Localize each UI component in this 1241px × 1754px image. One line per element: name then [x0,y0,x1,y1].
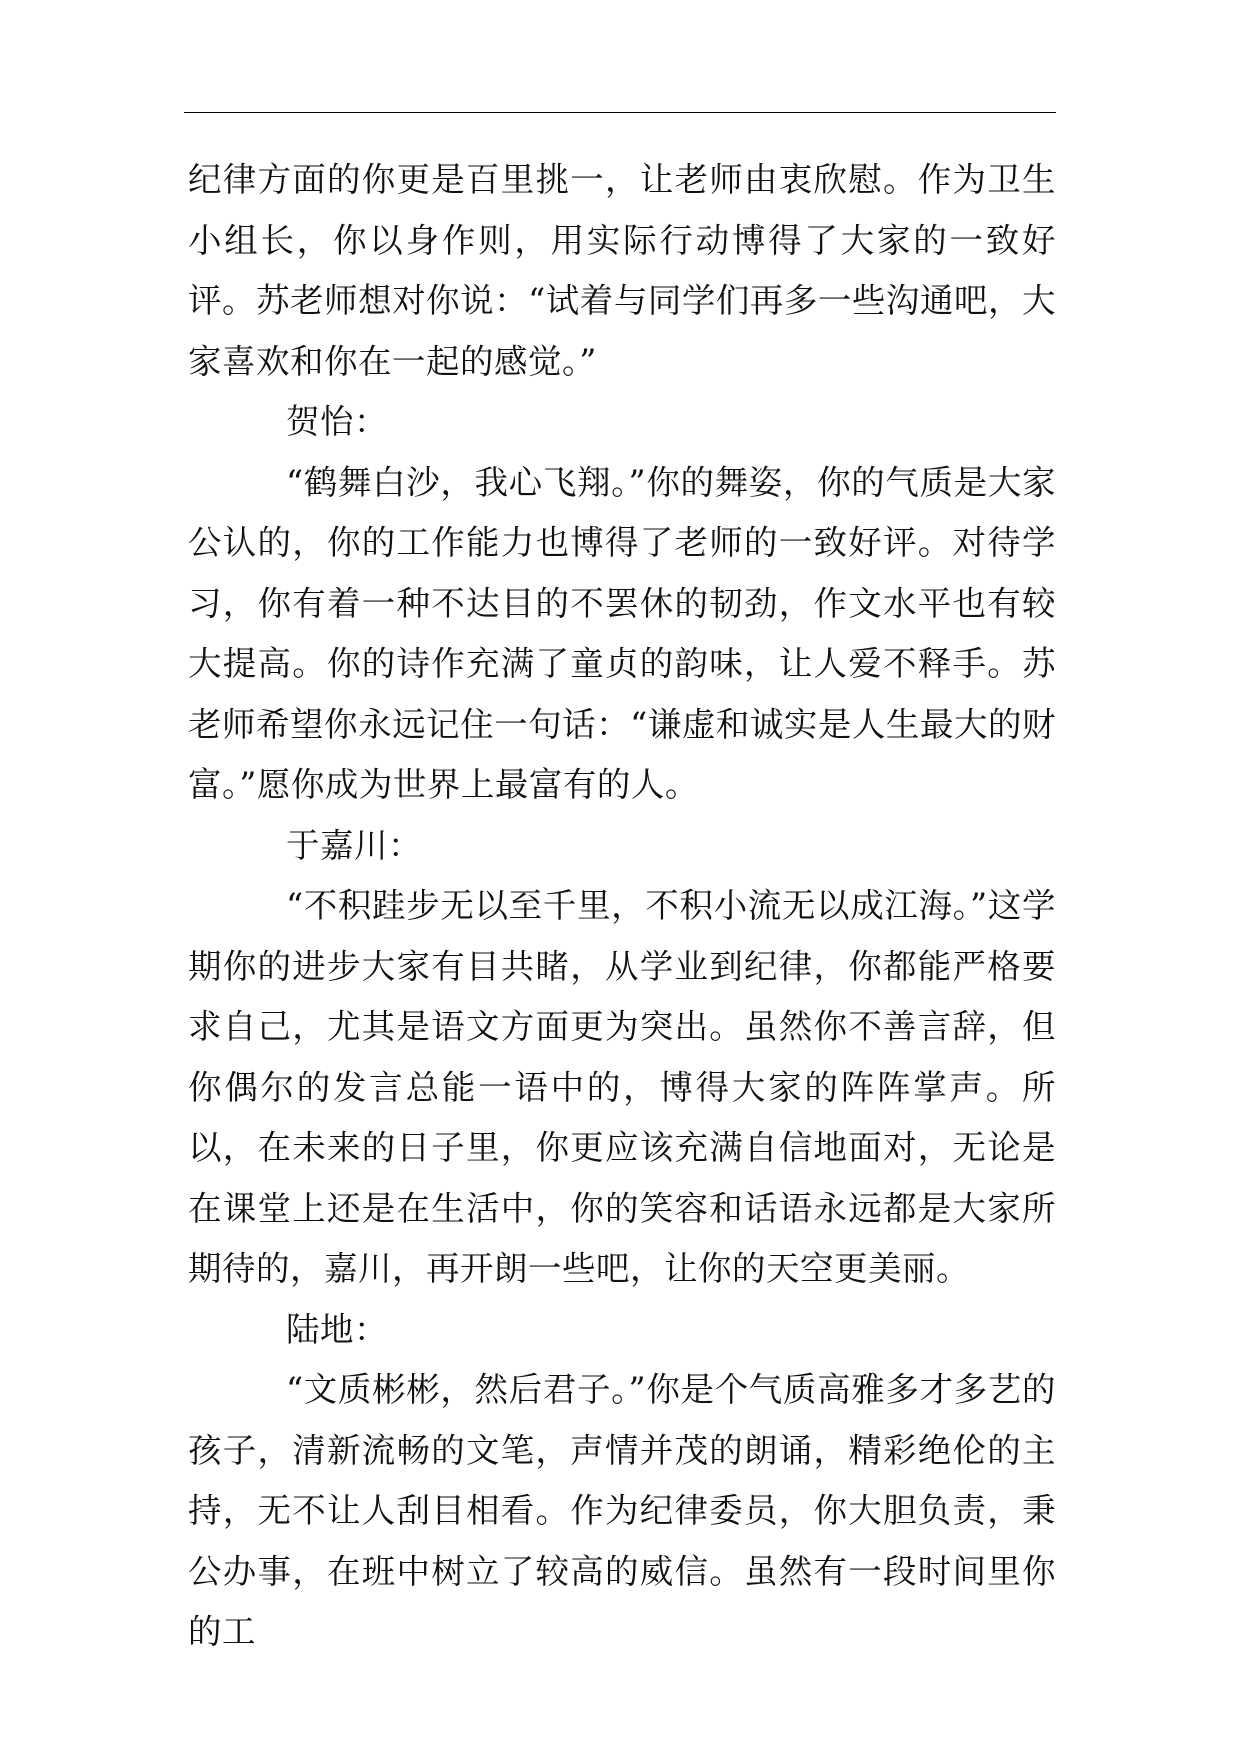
student-name-heading: 贺怡： [286,402,388,441]
header-rule [184,112,1056,113]
comment-paragraph: “不积跬步无以至千里，不积小流无以成江海。”这学期你的进步大家有目共睹，从学业到纪律，你都能严格要求自己，尤其是语文方面更为突出。虽然你不善言辞，但你偶尔的发言总能一语中的，博得大家的阵阵掌声。所以，在未来的日子里，你更应该充满自信地面对，无论是在课堂上还是在生活中，你的笑容和话语永远都是大家所期待的，嘉川，再开朗一些吧，让你的天空更美丽。 [188,886,1056,1288]
student-name-heading: 陆地： [286,1309,388,1349]
comment-paragraph: “鹤舞白沙，我心飞翔。”你的舞姿，你的气质是大家公认的，你的工作能力也博得了老师的一致好评。对待学习，你有着一种不达目的不罢休的韧劲，作文水平也有较大提高。你的诗作充满了童贞的韵味，让人爱不释手。苏老师希望你永远记住一句话：“谦虚和诚实是人生最大的财富。”愿你成为世界上最富有的人。 [188,462,1056,804]
student-name-heading: 于嘉川： [286,825,422,865]
comment-paragraph: “文质彬彬，然后君子。”你是个气质高雅多才多艺的孩子，清新流畅的文笔，声情并茂的朗诵，精彩绝伦的主持，无不让人刮目相看。作为纪律委员，你大胆负责，秉公办事，在班中树立了较高的威信。虽然有一段时间里你的工 [188,1370,1056,1651]
paragraph-continuation: 纪律方面的你更是百里挑一，让老师由衷欣慰。作为卫生小组长，你以身作则，用实际行动博得了大家的一致好评。苏老师想对你说：“试着与同学们再多一些沟通吧，大家喜欢和你在一起的感觉。” [188,160,1056,381]
document-body [188,150,1056,1663]
